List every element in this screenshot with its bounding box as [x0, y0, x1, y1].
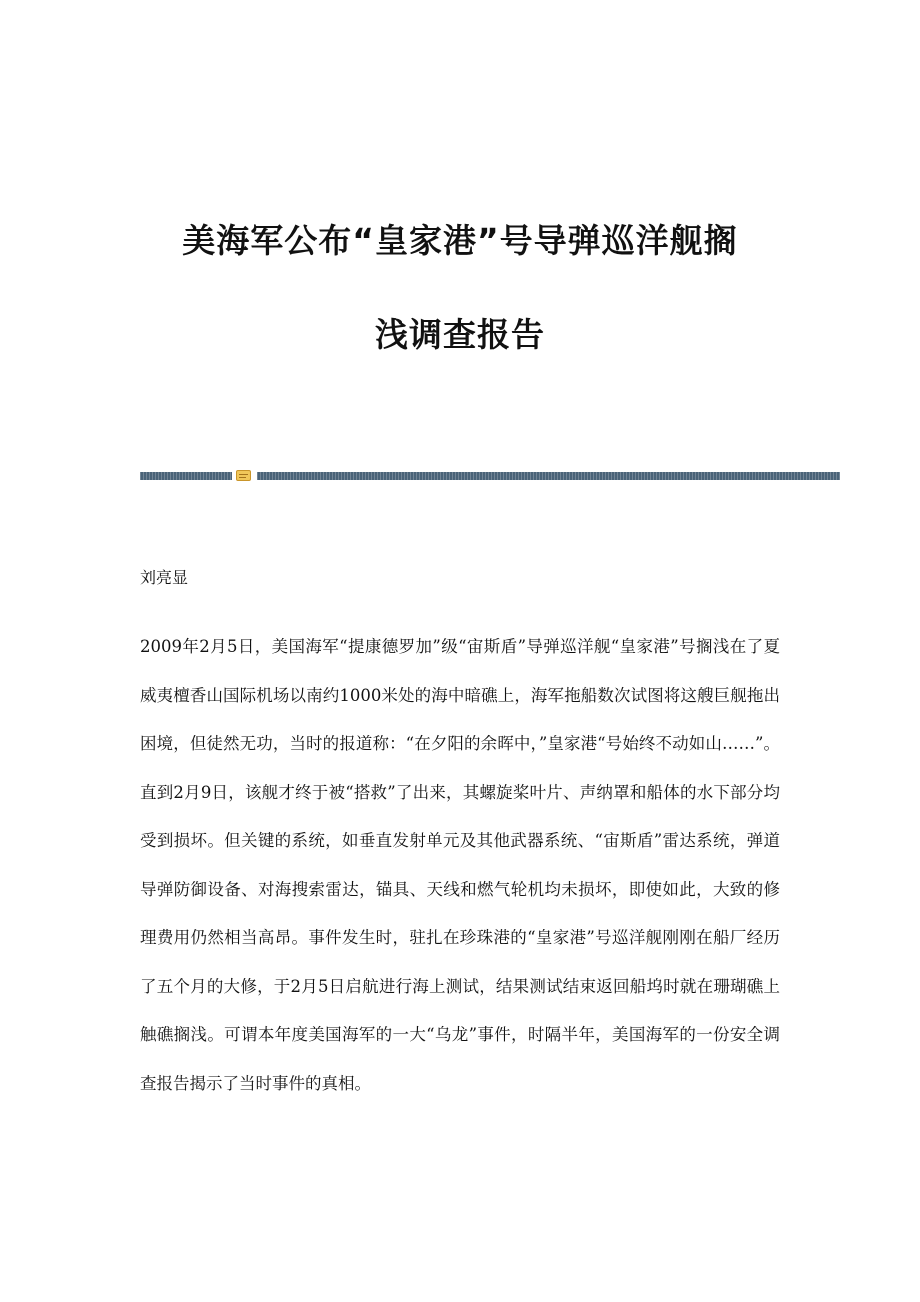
section-divider	[140, 469, 840, 483]
body-paragraph: 2009年2月5日，美国海军“提康德罗加”级“宙斯盾”导弹巡洋舰“皇家港”号搁浅在了夏威夷檀香山国际机场以南约1000米处的海中暗礁上，海军拖船数次试图将这艘巨舰拖出困境，但徒然无功，当时的报道称：“在夕阳的余晖中，”皇家港“号始终不动如山……”。直到2月9日，该舰才终于被“搭救”了出来，其螺旋桨叶片、声纳罩和船体的水下部分均受到损坏。但关键的系统，如垂直发射单元及其他武器系统、“宙斯盾”雷达系统，弹道导弹防御设备、对海搜索雷达，锚具、天线和燃气轮机均未损坏，即使如此，大致的修理费用仍然相当高昂。事件发生时，驻扎在珍珠港的“皇家港”号巡洋舰刚刚在船厂经历了五个月的大修，于2月5日启航进行海上测试，结果测试结束返回船坞时就在珊瑚礁上触礁搁浅。可谓本年度美国海军的一大“乌龙”事件，时隔半年，美国海军的一份安全调查报告揭示了当时事件的真相。	[140, 637, 780, 1093]
document-title-line-1: 美海军公布“皇家港”号导弹巡洋舰搁	[182, 221, 738, 260]
document-title-line-2: 浅调查报告	[375, 315, 545, 354]
divider-bar-left	[140, 472, 232, 480]
envelope-icon	[236, 470, 251, 481]
author-name: 刘亮显	[140, 568, 189, 587]
divider-bar-right	[257, 472, 840, 480]
